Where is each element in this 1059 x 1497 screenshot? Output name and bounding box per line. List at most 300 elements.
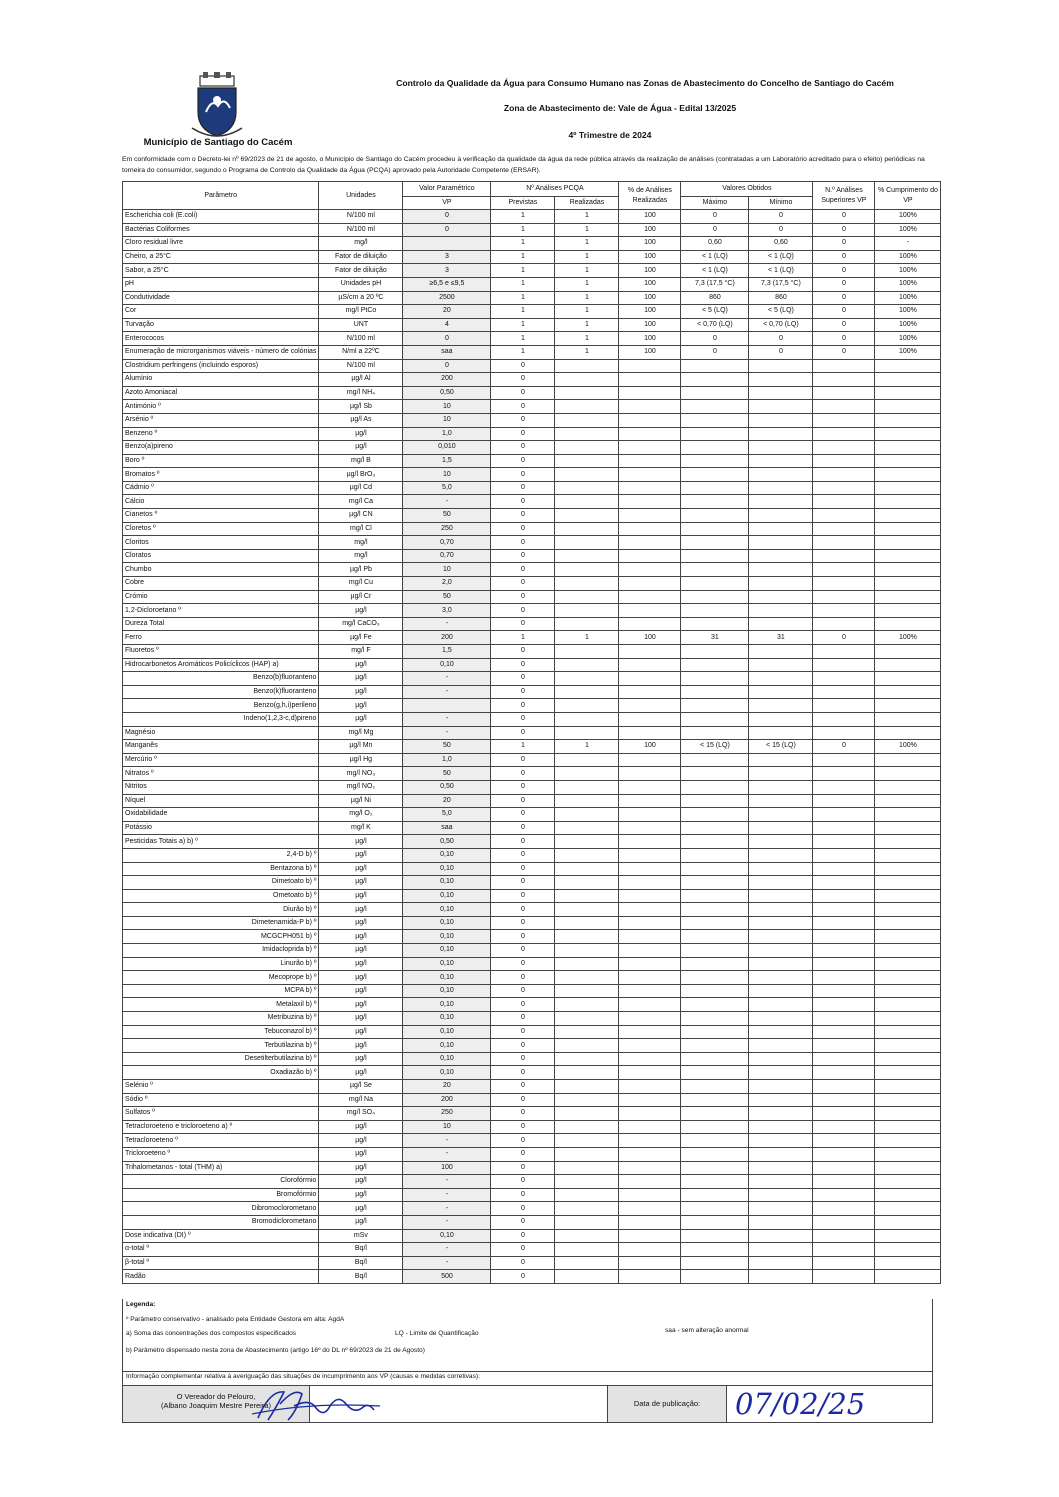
- cell-minimo: [749, 944, 813, 958]
- cell-previstas: 0: [491, 468, 555, 482]
- cell-previstas: 0: [491, 658, 555, 672]
- cell-minimo: 860: [749, 291, 813, 305]
- cell-superiores: [813, 862, 875, 876]
- table-row: [123, 359, 941, 373]
- cell-superiores: [813, 685, 875, 699]
- cell-parameter: Chumbo: [123, 563, 319, 577]
- cell-cumprimento: [875, 1134, 941, 1148]
- cell-maximo: [681, 413, 749, 427]
- table-row: [123, 794, 941, 808]
- cell-minimo: < 15 (LQ): [749, 740, 813, 754]
- cell-parameter: Tricloroeteno º: [123, 1147, 319, 1161]
- cell-maximo: [681, 1134, 749, 1148]
- cell-parameter: Bactérias Coliformes: [123, 223, 319, 237]
- table-row: [123, 712, 941, 726]
- cell-realizadas: [555, 413, 619, 427]
- cell-cumprimento: [875, 780, 941, 794]
- cell-superiores: [813, 848, 875, 862]
- cell-previstas: 0: [491, 536, 555, 550]
- cell-cumprimento: [875, 1039, 941, 1053]
- cell-previstas: 0: [491, 998, 555, 1012]
- cell-superiores: [813, 930, 875, 944]
- cell-maximo: [681, 1270, 749, 1284]
- cell-parameter: Alumínio: [123, 373, 319, 387]
- cell-vp: 0,10: [403, 848, 491, 862]
- cell-minimo: [749, 1202, 813, 1216]
- table-row: [123, 740, 941, 754]
- signatory-name: (Albano Joaquim Mestre Pereira): [160, 1401, 272, 1410]
- col-minimo: Mínimo: [749, 197, 813, 210]
- cell-realizadas: [555, 590, 619, 604]
- cell-pct: [619, 373, 681, 387]
- cell-cumprimento: [875, 1243, 941, 1257]
- table-row: [123, 862, 941, 876]
- cell-minimo: [749, 1093, 813, 1107]
- table-row: [123, 386, 941, 400]
- cell-pct: [619, 645, 681, 659]
- cell-pct: 100: [619, 223, 681, 237]
- cell-units: µg/l: [319, 672, 403, 686]
- cell-cumprimento: [875, 1175, 941, 1189]
- cell-realizadas: [555, 889, 619, 903]
- cell-cumprimento: [875, 1093, 941, 1107]
- cell-minimo: [749, 359, 813, 373]
- cell-maximo: 0: [681, 223, 749, 237]
- cell-superiores: [813, 1270, 875, 1284]
- cell-pct: 100: [619, 210, 681, 224]
- cell-previstas: 0: [491, 971, 555, 985]
- cell-cumprimento: [875, 522, 941, 536]
- cell-units: µg/l: [319, 1025, 403, 1039]
- cell-pct: 100: [619, 264, 681, 278]
- table-row: [123, 1229, 941, 1243]
- cell-maximo: [681, 658, 749, 672]
- signatory-role: O Vereador do Pelouro,: [176, 1392, 256, 1401]
- cell-realizadas: [555, 862, 619, 876]
- cell-previstas: 1: [491, 250, 555, 264]
- cell-previstas: 0: [491, 889, 555, 903]
- cell-realizadas: [555, 1052, 619, 1066]
- cell-superiores: 0: [813, 631, 875, 645]
- cell-parameter: Cor: [123, 305, 319, 319]
- cell-maximo: [681, 1175, 749, 1189]
- cell-cumprimento: [875, 1270, 941, 1284]
- cell-maximo: [681, 903, 749, 917]
- cell-cumprimento: [875, 441, 941, 455]
- cell-cumprimento: [875, 1012, 941, 1026]
- table-row: [123, 604, 941, 618]
- cell-vp: 0,10: [403, 984, 491, 998]
- cell-previstas: 0: [491, 386, 555, 400]
- cell-minimo: [749, 386, 813, 400]
- cell-units: µg/l Ni: [319, 794, 403, 808]
- cell-pct: [619, 876, 681, 890]
- cell-vp: -: [403, 495, 491, 509]
- cell-parameter: Clostridium perfringens (incluindo esporos): [123, 359, 319, 373]
- cell-minimo: [749, 563, 813, 577]
- cell-pct: [619, 386, 681, 400]
- cell-superiores: [813, 400, 875, 414]
- cell-minimo: [749, 645, 813, 659]
- cell-superiores: 0: [813, 332, 875, 346]
- cell-cumprimento: [875, 454, 941, 468]
- cell-minimo: 0: [749, 223, 813, 237]
- cell-minimo: [749, 400, 813, 414]
- cell-superiores: [813, 971, 875, 985]
- cell-vp: 0,10: [403, 930, 491, 944]
- cell-superiores: [813, 427, 875, 441]
- cell-vp: 200: [403, 631, 491, 645]
- cell-minimo: [749, 998, 813, 1012]
- cell-vp: 0,10: [403, 998, 491, 1012]
- cell-minimo: [749, 441, 813, 455]
- cell-maximo: 0: [681, 332, 749, 346]
- cell-cumprimento: [875, 753, 941, 767]
- cell-pct: [619, 658, 681, 672]
- cell-units: µg/l Cr: [319, 590, 403, 604]
- cell-realizadas: [555, 1025, 619, 1039]
- cell-pct: [619, 590, 681, 604]
- cell-maximo: [681, 1107, 749, 1121]
- cell-superiores: [813, 672, 875, 686]
- cell-maximo: [681, 699, 749, 713]
- cell-superiores: [813, 536, 875, 550]
- table-row: [123, 277, 941, 291]
- cell-maximo: [681, 536, 749, 550]
- cell-superiores: [813, 916, 875, 930]
- cell-parameter: Condutividade: [123, 291, 319, 305]
- table-row: [123, 1080, 941, 1094]
- cell-maximo: [681, 712, 749, 726]
- cell-vp: -: [403, 1215, 491, 1229]
- cell-superiores: [813, 577, 875, 591]
- cell-pct: [619, 563, 681, 577]
- cell-realizadas: [555, 821, 619, 835]
- cell-superiores: [813, 957, 875, 971]
- cell-minimo: [749, 726, 813, 740]
- cell-maximo: [681, 522, 749, 536]
- legend-note-sum: a) Soma das concentrações dos compostos especificados: [126, 1330, 297, 1337]
- cell-realizadas: 1: [555, 332, 619, 346]
- cell-superiores: [813, 780, 875, 794]
- cell-parameter: Bromodiclorometano: [123, 1215, 319, 1229]
- cell-parameter: Cobre: [123, 577, 319, 591]
- table-row: [123, 250, 941, 264]
- cell-cumprimento: 100%: [875, 291, 941, 305]
- cell-cumprimento: 100%: [875, 264, 941, 278]
- cell-previstas: 0: [491, 685, 555, 699]
- cell-cumprimento: [875, 971, 941, 985]
- cell-minimo: [749, 427, 813, 441]
- cell-realizadas: [555, 1215, 619, 1229]
- cell-units: µg/l: [319, 848, 403, 862]
- table-row: [123, 454, 941, 468]
- cell-previstas: 0: [491, 373, 555, 387]
- cell-pct: [619, 495, 681, 509]
- cell-previstas: 0: [491, 1270, 555, 1284]
- cell-maximo: [681, 1066, 749, 1080]
- results-table: [122, 181, 941, 1284]
- cell-realizadas: [555, 522, 619, 536]
- cell-vp: 0,50: [403, 780, 491, 794]
- cell-minimo: [749, 672, 813, 686]
- cell-realizadas: [555, 876, 619, 890]
- cell-maximo: 7,3 (17,5 °C): [681, 277, 749, 291]
- cell-previstas: 1: [491, 264, 555, 278]
- cell-parameter: Arsénio º: [123, 413, 319, 427]
- cell-parameter: 2,4-D b) º: [123, 848, 319, 862]
- cell-pct: [619, 808, 681, 822]
- complementary-info-text: Informação complementar relativa à averiguação das situações de incumprimento aos VP (causas e medidas corretivas):: [126, 1373, 480, 1380]
- cell-superiores: [813, 1243, 875, 1257]
- table-row: [123, 223, 941, 237]
- cell-cumprimento: [875, 685, 941, 699]
- cell-pct: [619, 944, 681, 958]
- cell-vp: -: [403, 712, 491, 726]
- cell-cumprimento: [875, 726, 941, 740]
- table-row: [123, 645, 941, 659]
- cell-maximo: [681, 971, 749, 985]
- cell-parameter: Benzo(a)pireno: [123, 441, 319, 455]
- cell-realizadas: [555, 699, 619, 713]
- cell-previstas: 0: [491, 767, 555, 781]
- cell-cumprimento: [875, 848, 941, 862]
- table-row: [123, 1270, 941, 1284]
- cell-cumprimento: 100%: [875, 223, 941, 237]
- cell-parameter: Cloro residual livre: [123, 237, 319, 251]
- table-row: [123, 1052, 941, 1066]
- table-row: [123, 264, 941, 278]
- cell-minimo: [749, 549, 813, 563]
- cell-units: µg/l: [319, 699, 403, 713]
- cell-cumprimento: [875, 617, 941, 631]
- cell-minimo: 0: [749, 210, 813, 224]
- cell-previstas: 1: [491, 291, 555, 305]
- cell-realizadas: [555, 1147, 619, 1161]
- cell-previstas: 0: [491, 1215, 555, 1229]
- table-row: [123, 916, 941, 930]
- cell-realizadas: [555, 780, 619, 794]
- cell-vp: 4: [403, 318, 491, 332]
- cell-previstas: 0: [491, 930, 555, 944]
- cell-previstas: 1: [491, 631, 555, 645]
- cell-superiores: [813, 495, 875, 509]
- cell-cumprimento: [875, 1188, 941, 1202]
- cell-units: µg/l: [319, 712, 403, 726]
- cell-minimo: [749, 1188, 813, 1202]
- table-row: [123, 631, 941, 645]
- cell-units: µg/l Fe: [319, 631, 403, 645]
- cell-realizadas: [555, 930, 619, 944]
- cell-maximo: [681, 373, 749, 387]
- cell-cumprimento: [875, 468, 941, 482]
- cell-maximo: [681, 1080, 749, 1094]
- cell-superiores: [813, 549, 875, 563]
- cell-pct: [619, 400, 681, 414]
- cell-superiores: 0: [813, 277, 875, 291]
- cell-maximo: [681, 577, 749, 591]
- cell-realizadas: [555, 1080, 619, 1094]
- cell-minimo: [749, 1120, 813, 1134]
- cell-pct: [619, 522, 681, 536]
- cell-superiores: [813, 1188, 875, 1202]
- cell-cumprimento: [875, 1025, 941, 1039]
- cell-cumprimento: 100%: [875, 345, 941, 359]
- cell-superiores: [813, 617, 875, 631]
- cell-superiores: [813, 808, 875, 822]
- cell-units: Fator de diluição: [319, 264, 403, 278]
- cell-pct: [619, 1243, 681, 1257]
- cell-units: µg/l: [319, 1202, 403, 1216]
- cell-superiores: [813, 1039, 875, 1053]
- cell-pct: [619, 1161, 681, 1175]
- cell-vp: 0,10: [403, 916, 491, 930]
- cell-parameter: Dureza Total: [123, 617, 319, 631]
- cell-minimo: [749, 699, 813, 713]
- cell-pct: 100: [619, 318, 681, 332]
- cell-minimo: 0,60: [749, 237, 813, 251]
- table-row: [123, 767, 941, 781]
- cell-vp: 10: [403, 563, 491, 577]
- cell-maximo: [681, 1039, 749, 1053]
- cell-units: mSv: [319, 1229, 403, 1243]
- cell-superiores: [813, 1080, 875, 1094]
- cell-previstas: 1: [491, 318, 555, 332]
- cell-cumprimento: [875, 1215, 941, 1229]
- table-row: [123, 373, 941, 387]
- table-row: [123, 1147, 941, 1161]
- cell-parameter: Linurão b) º: [123, 957, 319, 971]
- cell-maximo: [681, 876, 749, 890]
- cell-vp: 0: [403, 223, 491, 237]
- cell-pct: [619, 1229, 681, 1243]
- table-row: [123, 577, 941, 591]
- cell-vp: 0,10: [403, 971, 491, 985]
- cell-minimo: [749, 1147, 813, 1161]
- cell-minimo: [749, 685, 813, 699]
- cell-minimo: [749, 617, 813, 631]
- table-row: [123, 998, 941, 1012]
- cell-superiores: [813, 468, 875, 482]
- cell-previstas: 0: [491, 862, 555, 876]
- cell-cumprimento: [875, 577, 941, 591]
- cell-vp: 50: [403, 509, 491, 523]
- cell-superiores: [813, 1175, 875, 1189]
- cell-cumprimento: [875, 1256, 941, 1270]
- cell-cumprimento: 100%: [875, 318, 941, 332]
- cell-cumprimento: [875, 413, 941, 427]
- cell-parameter: Benzo(k)fluoranteno: [123, 685, 319, 699]
- cell-maximo: [681, 1052, 749, 1066]
- cell-pct: [619, 604, 681, 618]
- cell-previstas: 0: [491, 1107, 555, 1121]
- cell-maximo: < 1 (LQ): [681, 250, 749, 264]
- cell-maximo: < 1 (LQ): [681, 264, 749, 278]
- cell-realizadas: [555, 1134, 619, 1148]
- cell-units: µg/l Hg: [319, 753, 403, 767]
- cell-parameter: Dose indicativa (DI) º: [123, 1229, 319, 1243]
- cell-units: µS/cm a 20 ºC: [319, 291, 403, 305]
- cell-vp: 250: [403, 522, 491, 536]
- cell-minimo: [749, 794, 813, 808]
- cell-realizadas: [555, 835, 619, 849]
- cell-pct: [619, 889, 681, 903]
- cell-parameter: Turvação: [123, 318, 319, 332]
- cell-parameter: Boro º: [123, 454, 319, 468]
- legend-saa: saa - sem alteração anormal: [665, 1327, 749, 1334]
- cell-minimo: [749, 767, 813, 781]
- cell-vp: 0,10: [403, 1229, 491, 1243]
- cell-cumprimento: [875, 645, 941, 659]
- cell-parameter: Trihalometanos - total (THM) a): [123, 1161, 319, 1175]
- cell-pct: [619, 780, 681, 794]
- cell-realizadas: [555, 1093, 619, 1107]
- cell-vp: 0: [403, 359, 491, 373]
- cell-pct: [619, 971, 681, 985]
- intro-paragraph: Em conformidade com o Decreto-lei nº 69/2023 de 21 de agosto, o Município de Santiago do Cacém procedeu à verificação da qualidade da água da rede pública através da realização de análises (contratadas a um Laboratório acreditado para o efeito) periódicas na torneira do consumidor, segundo o Programa de Controlo da Qualidade da Água (PCQA) aprovado pela Autoridade Competente (ERSAR).: [122, 156, 925, 174]
- cell-vp: 0,50: [403, 386, 491, 400]
- cell-superiores: 0: [813, 237, 875, 251]
- table-row: [123, 481, 941, 495]
- cell-previstas: 0: [491, 413, 555, 427]
- cell-previstas: 1: [491, 345, 555, 359]
- cell-cumprimento: [875, 1202, 941, 1216]
- cell-parameter: Benzo(g,h,i)perileno: [123, 699, 319, 713]
- cell-minimo: [749, 1107, 813, 1121]
- cell-parameter: Tebuconazol b) º: [123, 1025, 319, 1039]
- cell-cumprimento: [875, 373, 941, 387]
- cell-minimo: [749, 971, 813, 985]
- cell-parameter: Magnésio: [123, 726, 319, 740]
- cell-units: µg/l: [319, 998, 403, 1012]
- cell-superiores: [813, 726, 875, 740]
- cell-vp: 10: [403, 400, 491, 414]
- cell-parameter: Manganês: [123, 740, 319, 754]
- cell-units: Fator de diluição: [319, 250, 403, 264]
- cell-realizadas: [555, 373, 619, 387]
- cell-previstas: 0: [491, 1120, 555, 1134]
- cell-minimo: < 0,70 (LQ): [749, 318, 813, 332]
- cell-units: µg/l: [319, 1039, 403, 1053]
- cell-units: mg/l F: [319, 645, 403, 659]
- cell-maximo: [681, 794, 749, 808]
- cell-minimo: [749, 1052, 813, 1066]
- cell-maximo: [681, 930, 749, 944]
- cell-vp: 3,0: [403, 604, 491, 618]
- cell-units: µg/l: [319, 971, 403, 985]
- cell-superiores: [813, 1012, 875, 1026]
- cell-parameter: Enterococos: [123, 332, 319, 346]
- cell-vp: [403, 237, 491, 251]
- cell-parameter: Diurão b) º: [123, 903, 319, 917]
- cell-pct: 100: [619, 740, 681, 754]
- cell-minimo: [749, 577, 813, 591]
- cell-parameter: Clorofórmio: [123, 1175, 319, 1189]
- cell-parameter: Azoto Amoniacal: [123, 386, 319, 400]
- cell-parameter: Cloritos: [123, 536, 319, 550]
- table-row: [123, 726, 941, 740]
- cell-parameter: Dibromoclorometano: [123, 1202, 319, 1216]
- cell-parameter: Oxadiazão b) º: [123, 1066, 319, 1080]
- cell-pct: [619, 1052, 681, 1066]
- table-row: [123, 835, 941, 849]
- cell-parameter: Dimetoato b) º: [123, 876, 319, 890]
- cell-vp: 10: [403, 468, 491, 482]
- cell-units: N/100 ml: [319, 210, 403, 224]
- cell-cumprimento: [875, 889, 941, 903]
- cell-units: µg/l: [319, 685, 403, 699]
- cell-cumprimento: 100%: [875, 631, 941, 645]
